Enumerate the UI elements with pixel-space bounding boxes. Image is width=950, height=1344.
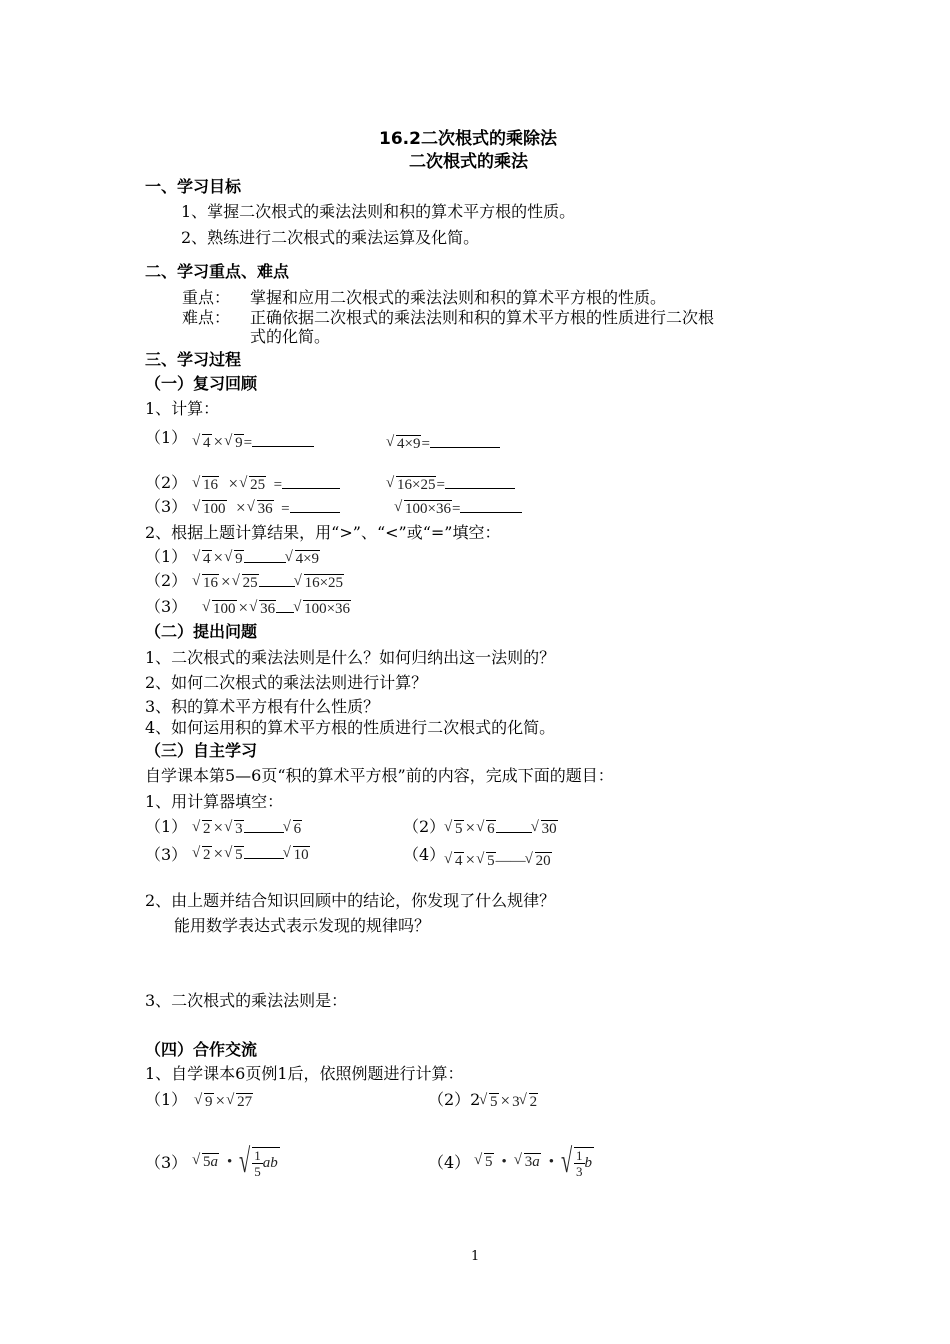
sqrt-sign: √ 4: [193, 549, 212, 569]
sqrt-sign: √ $\frac{1}{5}$ ab: [240, 1146, 280, 1179]
exercise-row: （3）: [145, 1153, 188, 1172]
sqrt-sign: √ 4×9: [286, 549, 320, 569]
math-expr: √ 4×9=: [387, 433, 500, 454]
sqrt-sign: √ 9: [225, 433, 244, 453]
answer-blank[interactable]: [244, 844, 284, 859]
math-expr: √ 4 ×√ 5——√ 20: [445, 850, 552, 871]
exercise-row: （2）2: [428, 1090, 481, 1109]
section-heading-goals: 一、学习目标: [145, 177, 242, 196]
review-question-1: 1、计算：: [145, 399, 220, 418]
answer-blank[interactable]: [430, 433, 500, 448]
compare-row: （2）: [145, 571, 188, 590]
sqrt-sign: √ 16: [193, 475, 219, 495]
calc-row: （4）: [403, 845, 446, 864]
keypoint-label: 重点：: [182, 288, 231, 307]
page-number: 1: [471, 1249, 480, 1264]
review-row-2: （2）: [145, 473, 188, 492]
sqrt-sign: √ 4: [445, 851, 464, 871]
math-expr: √ 9 ×√ 27: [195, 1091, 253, 1112]
math-expr: √ 100 ×√ 36 =: [193, 498, 340, 519]
question-item: 2、如何二次根式的乘法法则进行计算？: [145, 673, 428, 692]
compare-row: （3）: [145, 597, 188, 616]
sqrt-sign: √ 2: [193, 819, 212, 839]
part-heading-questions: （二）提出问题: [145, 622, 258, 641]
sqrt-sign: √ 100: [203, 599, 237, 619]
row-label: （1）: [145, 428, 188, 447]
review-row-3: （3）: [145, 497, 188, 516]
answer-blank[interactable]: [276, 598, 294, 613]
answer-blank[interactable]: [460, 498, 522, 513]
sqrt-sign: √ 100: [193, 499, 227, 519]
review-row-1: [145, 428, 187, 448]
sqrt-sign: √ 3a: [515, 1152, 541, 1172]
math-expr: √ 16×25=: [387, 474, 515, 495]
answer-blank[interactable]: [252, 432, 314, 447]
calc-row: （2）: [403, 817, 446, 836]
math-expr: √ 100 ×√ 36√ 100×36: [203, 598, 351, 619]
difficulty-text-cont: 式的化简。: [250, 327, 331, 346]
cooperation-question-1: 1、自学课本6页例1后，依照例题进行计算：: [145, 1064, 464, 1083]
part-heading-selfstudy: （三）自主学习: [145, 741, 258, 760]
answer-blank[interactable]: [244, 818, 284, 833]
math-expr: √ 16 ×√ 25 =: [193, 474, 340, 495]
math-expr: √ 2 ×√ 3√ 6: [193, 818, 302, 839]
sqrt-sign: √ 36: [250, 599, 276, 619]
difficulty-text: 正确依据二次根式的乘法法则和积的算术平方根的性质进行二次根: [250, 308, 715, 327]
sqrt-sign: √ 9: [225, 549, 244, 569]
question-item: 4、如何运用积的算术平方根的性质进行二次根式的化简。: [145, 718, 556, 737]
math-expr: √ 5 ×√ 6√ 30: [445, 818, 558, 839]
section-heading-process: 三、学习过程: [145, 350, 242, 369]
sqrt-sign: √ 30: [532, 819, 558, 839]
sqrt-sign: √ 3: [225, 819, 244, 839]
keypoint-text: 掌握和应用二次根式的乘法法则和积的算术平方根的性质。: [250, 288, 667, 307]
calc-row: （3）: [145, 845, 188, 864]
question-item: 1、二次根式的乘法法则是什么？如何归纳出这一法则的？: [145, 648, 556, 667]
selfstudy-question-2: 2、由上题并结合知识回顾中的结论，你发现了什么规律？: [145, 891, 556, 910]
sqrt-sign: √ $\frac{1}{3}$ b: [562, 1146, 594, 1179]
sqrt-sign: √ 6: [284, 819, 303, 839]
calc-row: （1）: [145, 817, 188, 836]
sqrt-sign: √ 4×9: [387, 434, 421, 454]
part-heading-review: （一）复习回顾: [145, 374, 258, 393]
difficulty-label: 难点：: [182, 308, 231, 327]
sqrt-sign: √ 16×25: [295, 573, 344, 593]
page-title: 16.2二次根式的乘除法: [379, 129, 557, 149]
math-expr: √ 4 ×√ 9=: [193, 432, 314, 453]
selfstudy-question-2-cont: 能用数学表达式表示发现的规律吗？: [174, 916, 431, 935]
sqrt-sign: √ 10: [284, 845, 310, 865]
sqrt-sign: √ 9: [195, 1092, 214, 1112]
answer-blank[interactable]: [290, 498, 340, 513]
selfstudy-question-3: 3、二次根式的乘法法则是：: [145, 991, 348, 1010]
sqrt-sign: √ 5: [225, 845, 244, 865]
answer-blank[interactable]: [445, 474, 515, 489]
question-item: 3、积的算术平方根有什么性质？: [145, 697, 380, 716]
math-expr: √ 100×36=: [395, 498, 522, 519]
answer-blank[interactable]: [496, 818, 532, 833]
sqrt-sign: √ 25: [240, 475, 266, 495]
sqrt-sign: √ 2: [520, 1092, 539, 1112]
sqrt-sign: √ 5: [445, 819, 464, 839]
sqrt-sign: √ 27: [227, 1092, 253, 1112]
sqrt-sign: √ 5: [480, 1092, 499, 1112]
section-heading-keypoints: 二、学习重点、难点: [145, 262, 290, 281]
sqrt-sign: √ 36: [248, 499, 274, 519]
selfstudy-question-1: 1、用计算器填空：: [145, 792, 284, 811]
sqrt-sign: √ 4: [193, 433, 212, 453]
exercise-row: （1）: [145, 1090, 188, 1109]
sqrt-sign: √ 25: [233, 573, 259, 593]
answer-blank[interactable]: [244, 548, 286, 563]
compare-row: （1）: [145, 547, 188, 566]
sqrt-sign: √ 20: [526, 851, 552, 871]
sqrt-sign: √ 5: [475, 1152, 494, 1172]
selfstudy-intro: 自学课本第5—6页“积的算术平方根”前的内容，完成下面的题目：: [145, 766, 614, 785]
sqrt-sign: √ 100×36: [395, 499, 452, 519]
sqrt-sign: √ 16: [193, 573, 219, 593]
sqrt-sign: √ 6: [477, 819, 496, 839]
sqrt-sign: √ 100×36: [294, 599, 351, 619]
math-expr: √ 5a • √ $\frac{1}{5}$ ab: [193, 1140, 280, 1184]
math-expr: √ 5 × 3√ 2: [480, 1091, 538, 1112]
sqrt-sign: √ 2: [193, 845, 212, 865]
sqrt-sign: √ 16×25: [387, 475, 436, 495]
math-expr: √ 5 • √ 3a • √ $\frac{1}{3}$ b: [475, 1140, 594, 1184]
sqrt-sign: √ 5a: [193, 1152, 219, 1172]
math-expr: √ 4 ×√ 9√ 4×9: [193, 548, 320, 569]
math-expr: √ 2 ×√ 5√ 10: [193, 844, 310, 865]
part-heading-cooperation: （四）合作交流: [145, 1040, 258, 1059]
goal-item: 2、熟练进行二次根式的乘法运算及化简。: [181, 228, 480, 247]
math-expr: √ 16 ×√ 25√ 16×25: [193, 572, 344, 593]
goal-item: 1、掌握二次根式的乘法法则和积的算术平方根的性质。: [181, 202, 576, 221]
sqrt-sign: √ 5: [477, 851, 496, 871]
page-subtitle: 二次根式的乘法: [409, 152, 528, 172]
exercise-row: （4）: [428, 1153, 471, 1172]
review-question-2: 2、根据上题计算结果，用“>”、“<”或“=”填空：: [145, 523, 501, 542]
answer-blank[interactable]: [282, 474, 340, 489]
answer-blank[interactable]: [259, 572, 295, 587]
